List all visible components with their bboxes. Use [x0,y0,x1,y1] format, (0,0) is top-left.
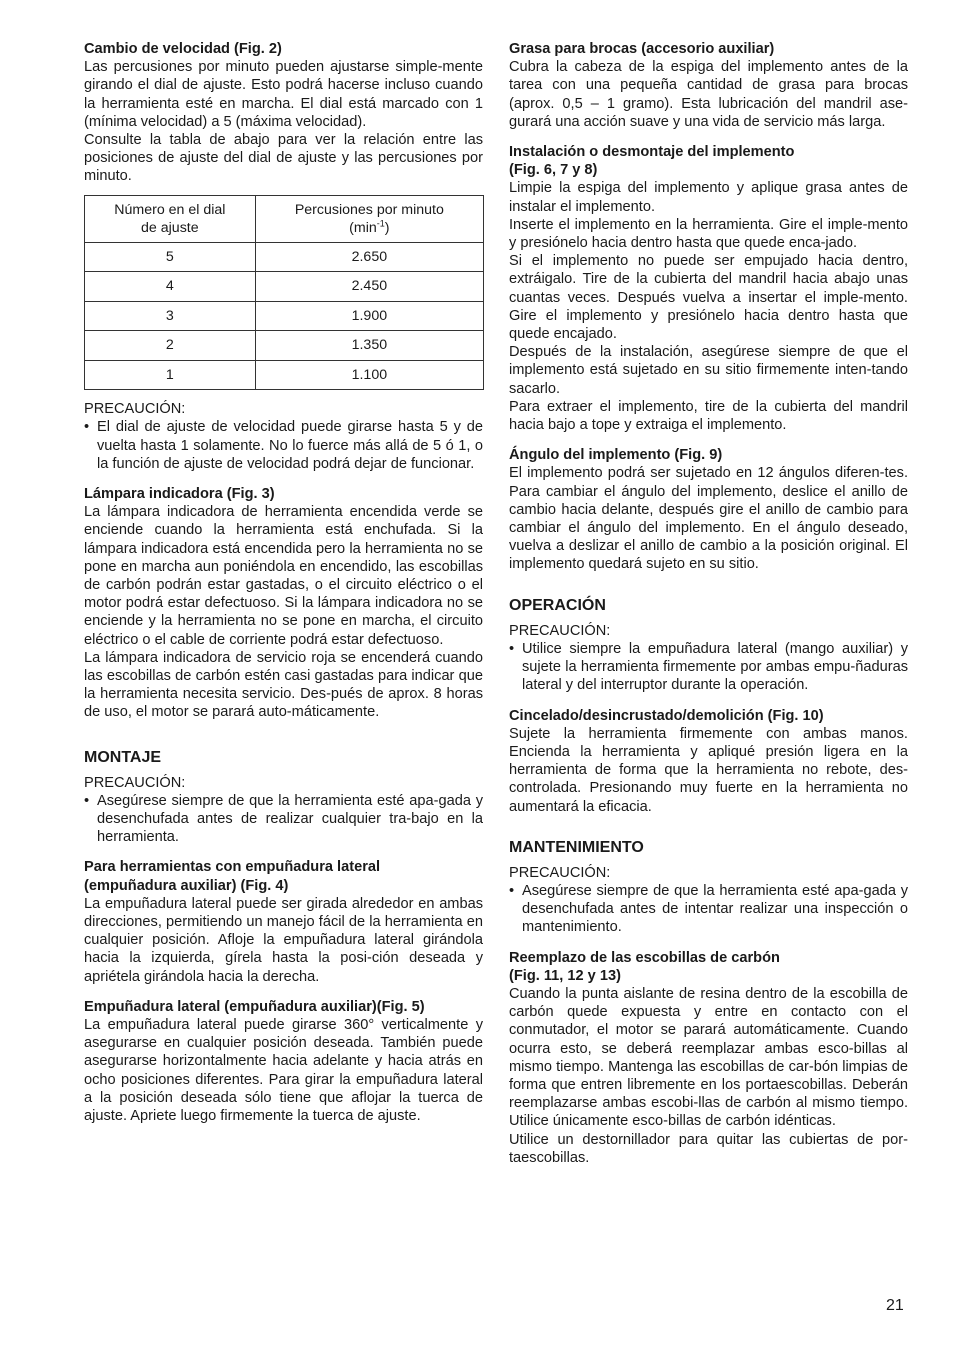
caution-label: PRECAUCIÓN: [509,622,611,639]
install-text-3: Si el implemento no puede ser empujado hacia dentro, extráigalo. Tire de la cubierta del mandril hacia abajo unas cuantas veces. Después vuelva a insertar el imple-mento. Gire el implemento y presiónelo hacia dentro hasta que quede encajado. [509,253,908,343]
caution-bullet-text: Asegúrese siempre de que la herramienta esté apa-gada y desenchufada antes de intentar realizar una inspección o mantenimiento. [522,882,908,936]
install-heading-line1: Instalación o desmontaje del implemento [509,144,795,161]
grease-text: Cubra la cabeza de la espiga del implemento antes de la tarea con una pequeña cantidad de grasa para brocas (aprox. 0,5 – 1 gramo). Esta lubricación del mandril ase-gurará una acción suave y una vida de servicio más larga. [509,59,908,130]
chisel-text: Sujete la herramienta firmemente con ambas manos. Encienda la herramienta y apliqué presión ligera en la herramienta de forma que la herramienta no rebote, des-controlada. Presionando muy fuerte en la herramienta no aumentará la eficacia. [509,725,908,815]
table-cell-dial: 3 [85,301,256,331]
side-grip-heading: Empuñadura lateral (empuñadura auxiliar)(Fig. 5) [84,998,425,1015]
side-handle-text: La empuñadura lateral puede ser girada alrededor en ambas direcciones, permitiendo un manejo fácil de la herramienta en cualquier posición. Afloje la empuñadura lateral girándola hacia la izquierda, gírela hasta la posi-ción deseada y apriétela girándola hacia la derecha. [84,895,483,985]
table-cell-ppm: 2.450 [255,272,483,302]
caution-bullet-item [509,882,908,937]
side-handle-heading-line2: (empuñadura auxiliar) (Fig. 4) [84,877,289,894]
install-heading [509,143,908,179]
caution-bullet-text: Utilice siempre la empuñadura lateral (mango auxiliar) y sujete la herramienta firmemente por ambas empu-ñaduras lateral y del interruptor durante la operación. [522,640,908,694]
montaje-heading: MONTAJE [84,748,162,766]
table-row [85,301,484,331]
caution-bullet-text: El dial de ajuste de velocidad puede girarse hasta 5 y de vuelta hasta 1 solamente. No lo fuerce más allá de 5 ó 1, o la función de ajuste de velocidad podrá dejar de funcionar. [97,419,483,472]
left-column [84,40,483,1125]
caution-label: PRECAUCIÓN: [509,864,611,881]
caution-bullet-item [509,640,908,695]
indicator-lamp-text-2: La lámpara indicadora de servicio roja se encenderá cuando las escobillas de carbón estén casi gastadas para indicar que la herramienta necesita servicio. Des-pués de aprox. 8 horas de uso, el motor se parará auto-máticamente. [84,649,483,721]
table-cell-ppm: 1.900 [255,301,483,331]
header-ppm-exponent: -1 [376,217,385,228]
speed-change-text-2: Consulte la tabla de abajo para ver la relación entre las posiciones de ajuste del dial de ajuste y las percusiones por minuto. [84,132,483,185]
table-row [85,242,484,272]
caution-bullet-item [84,792,483,847]
side-grip-text: La empuñadura lateral puede girarse 360° verticalmente y asegurarse en cualquier posición deseada. También puede asegurarse horizontalmente hacia adelante y hacia atrás en ocho posiciones diferentes. Para girar la empuñadura lateral a la posición deseada sólo tiene que aflojar la tuerca de ajuste. Apriete luego firmemente la tuerca de ajuste. [84,1017,483,1125]
brush-text-1: Cuando la punta aislante de resina dentro de la escobilla de carbón quede expuesta y entre en contacto con el conmutador, el motor se parará automáticamente. Cuando ocurra esto, se deberá reemplazar ambas esco-billas al mismo tiempo. Mantenga las escobillas de car-bón limpias de forma que entren libremente en los portaescobillas. Deberán reemplazarse ambas escobi-llas de carbón al mismo tiempo. Utilice únicamente esco-billas de carbón idénticas. [509,985,908,1130]
table-cell-ppm: 1.350 [255,331,483,361]
maintenance-heading: MANTENIMIENTO [509,838,644,856]
caution-label: PRECAUCIÓN: [84,401,186,418]
bullet-icon: • [84,419,90,436]
brush-text-2: Utilice un destornillador para quitar las cubiertas de por-taescobillas. [509,1131,908,1166]
brush-heading-line1: Reemplazo de las escobillas de carbón [509,949,780,966]
chisel-heading: Cincelado/desincrustado/demolición (Fig. 10) [509,707,824,724]
speed-table-header-dial [85,195,256,242]
right-column [509,40,908,1167]
side-handle-heading [84,858,483,894]
header-dial-line2: de ajuste [141,219,199,236]
speed-change-text-1: Las percusiones por minuto pueden ajustarse simple-mente girando el dial de ajuste. Esto podrá hacerse incluso cuando la herramienta esté en marcha. El dial está marcado con 1 (mínima velocidad) a 5 (máxima velocidad). [84,59,483,130]
page-number: 21 [886,1297,904,1314]
speed-table [84,195,484,391]
table-cell-ppm: 2.650 [255,242,483,272]
table-row [85,331,484,361]
header-ppm-close: ) [384,219,390,236]
indicator-lamp-heading: Lámpara indicadora (Fig. 3) [84,485,275,502]
bullet-icon: • [509,882,515,899]
speed-table-header-ppm [255,195,483,242]
install-text-5: Para extraer el implemento, tire de la cubierta del mandril hacia bajo a tope y extraiga el implemento. [509,398,908,434]
header-ppm-line1: Percusiones por minuto [294,201,444,218]
speed-table-header-row [85,195,484,242]
side-handle-heading-line1: Para herramientas con empuñadura lateral [84,859,381,876]
table-row [85,272,484,302]
speed-change-heading: Cambio de velocidad (Fig. 2) [84,41,282,57]
header-dial-line1: Número en el dial [114,201,226,218]
caution-label: PRECAUCIÓN: [84,774,186,791]
install-text-1: Limpie la espiga del implemento y aplique grasa antes de instalar el implemento. [509,180,908,215]
bullet-icon: • [509,640,515,657]
table-cell-dial: 4 [85,272,256,302]
angle-text: El implemento podrá ser sujetado en 12 ángulos diferen-tes. Para cambiar el ángulo del implemento, deslice el anillo de cambio hacia delante, después gire el anillo de cambio para cambiar el ángulo del implemento. En el ángulo deseado, vuelva a deslizar el anillo de cambio a la posición original. El implemento quedará sujeto en su sitio. [509,465,908,573]
caution-bullet-item [84,418,483,473]
brush-heading-line2: (Fig. 11, 12 y 13) [509,967,621,984]
table-cell-dial: 5 [85,242,256,272]
install-text-4: Después de la instalación, asegúrese siempre de que el implemento está sujetado en su sitio firmemente inten-tando sacarlo. [509,344,908,397]
table-cell-dial: 1 [85,360,256,390]
table-cell-ppm: 1.100 [255,360,483,390]
caution-bullet-text: Asegúrese siempre de que la herramienta esté apa-gada y desenchufada antes de realizar cualquier tra-bajo en la herramienta. [97,792,483,846]
install-heading-line2: (Fig. 6, 7 y 8) [509,162,598,179]
indicator-lamp-text-1: La lámpara indicadora de herramienta encendida verde se enciende cuando la herramienta está enchufada. Si la lámpara indicadora está encendida pero la herramienta no se pone en marcha aun poniéndola en encendido, las escobillas de carbón podrán estar gastadas, o el circuito eléctrico o el motor podrá estar defectuoso. Si la lámpara indicadora no se enciende y la herramienta no se pone en marcha, el circuito eléctrico o el cable de corriente podrá estar defectuoso. [84,504,483,648]
grease-heading: Grasa para brocas (accesorio auxiliar) [509,41,775,57]
table-row [85,360,484,390]
brush-heading [509,949,908,985]
table-cell-dial: 2 [85,331,256,361]
bullet-icon: • [84,792,90,809]
header-ppm-unit: (min [349,219,377,236]
install-text-2: Inserte el implemento en la herramienta. Gire el imple-mento y presiónelo hacia dentro hasta que quede enca-jado. [509,216,908,252]
angle-heading: Ángulo del implemento (Fig. 9) [509,447,723,464]
operation-heading: OPERACIÓN [509,596,606,614]
